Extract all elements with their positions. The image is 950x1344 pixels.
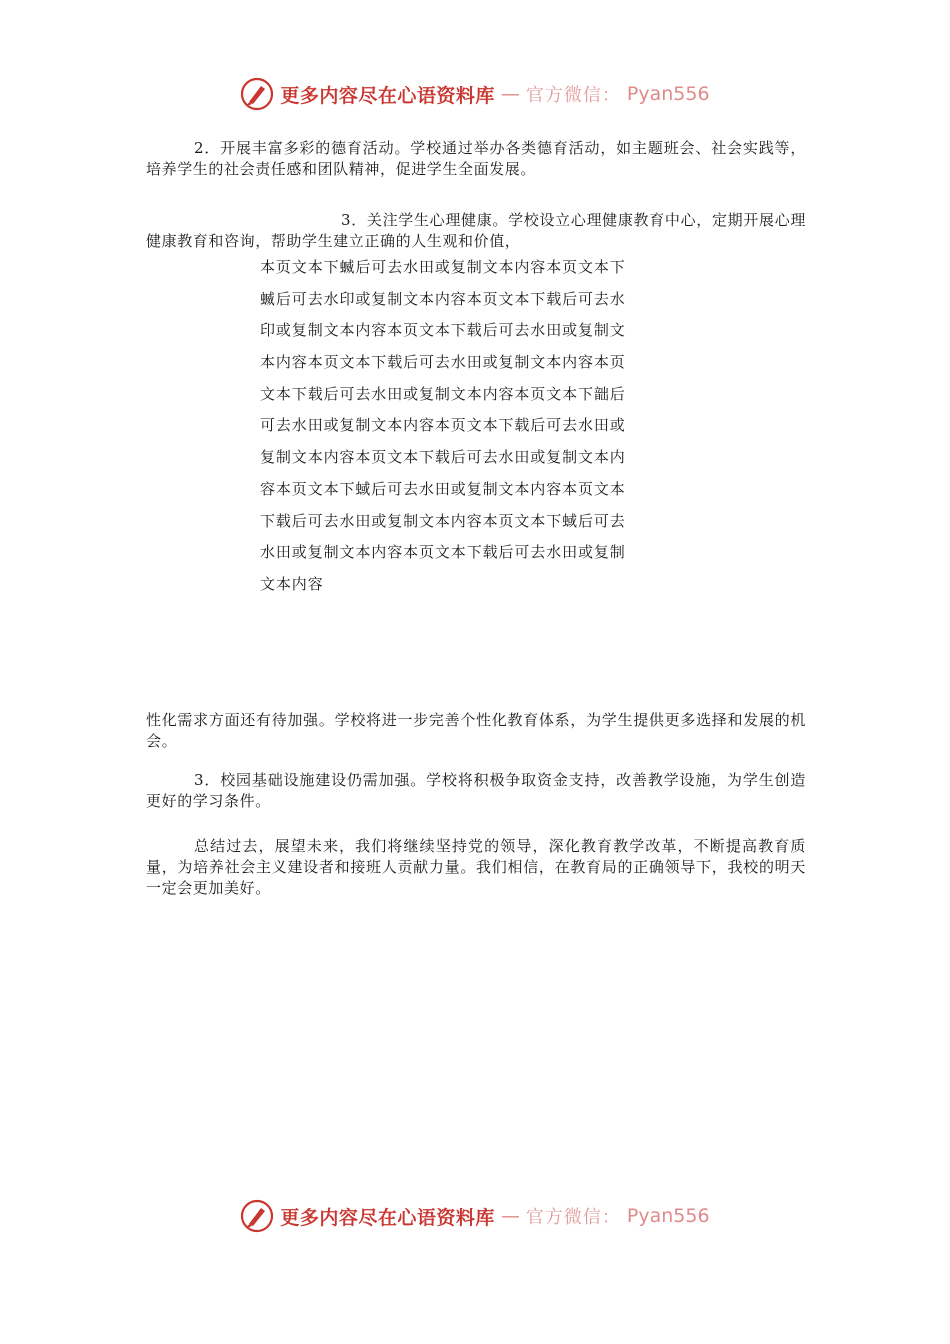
filler-line: 水田或复制文本内容本页文本下载后可去水田或复制 xyxy=(260,543,626,562)
header-banner-label: 官方微信： xyxy=(525,85,621,106)
filler-line: 下载后可去水田或复制文本内容本页文本下蜮后可去 xyxy=(260,511,626,530)
header-banner-text: 更多内容尽在心语资料库 xyxy=(280,84,495,107)
header-banner-id: Pyan556 xyxy=(626,83,710,105)
filler-line: 文本内容 xyxy=(260,574,324,593)
footer-banner-separator: — xyxy=(500,1205,520,1227)
brush-logo-icon xyxy=(240,1199,274,1233)
footer-banner-id: Pyan556 xyxy=(626,1205,710,1227)
header-banner-separator: — xyxy=(500,83,520,105)
header-watermark-banner xyxy=(0,72,950,116)
filler-line: 容本页文本下蜮后可去水田或复制文本内容本页文本 xyxy=(260,479,626,498)
filler-line: 文本下载后可去水田或复制文本内容本页文本下韷后 xyxy=(260,384,626,403)
filler-line: 复制文本内容本页文本下载后可去水田或复制文本内 xyxy=(260,448,626,467)
filler-line: 本页文本下蝛后可去水田或复制文本内容本页文本下 xyxy=(260,258,626,276)
footer-banner-label: 官方微信： xyxy=(525,1207,621,1228)
filler-line: 印或复制文本内容本页文本下载后可去水田或复制文 xyxy=(260,321,626,340)
filler-line: 蝛后可去水印或复制文本内容本页文本下载后可去水 xyxy=(260,289,626,308)
footer-banner-content xyxy=(240,1199,709,1233)
filler-text-block xyxy=(260,252,702,601)
brush-logo-icon xyxy=(240,77,274,111)
filler-line: 可去水田或复制文本内容本页文本下载后可去水田或 xyxy=(260,416,626,435)
filler-line: 本内容本页文本下载后可去水田或复制文本内容本页 xyxy=(260,353,626,372)
paragraph-infrastructure: 3．校园基础设施建设仍需加强。学校将积极争取资金支持，改善教学设施，为学生创造更好的学习条件。 xyxy=(146,771,806,810)
paragraph-personalized-needs: 性化需求方面还有待加强。学校将进一步完善个性化教育体系，为学生提供更多选择和发展的机会。 xyxy=(146,711,806,750)
paragraph-summary: 总结过去，展望未来，我们将继续坚持党的领导，深化教育教学改革，不断提高教育质量，为培养社会主义建设者和接班人贡献力量。我们相信，在教育局的正确领导下，我校的明天一定会更加美好。 xyxy=(146,837,806,897)
paragraph-moral-activities: 2．开展丰富多彩的德育活动。学校通过举办各类德育活动，如主题班会、社会实践等，培养学生的社会责任感和团队精神，促进学生全面发展。 xyxy=(146,139,806,178)
footer-watermark-banner xyxy=(0,1194,950,1238)
header-banner-content xyxy=(240,77,709,111)
footer-banner-text: 更多内容尽在心语资料库 xyxy=(280,1206,495,1229)
paragraph-mental-health: 3．关注学生心理健康。学校设立心理健康教育中心，定期开展心理健康教育和咨询，帮助学生建立正确的人生观和价值， xyxy=(146,211,806,250)
